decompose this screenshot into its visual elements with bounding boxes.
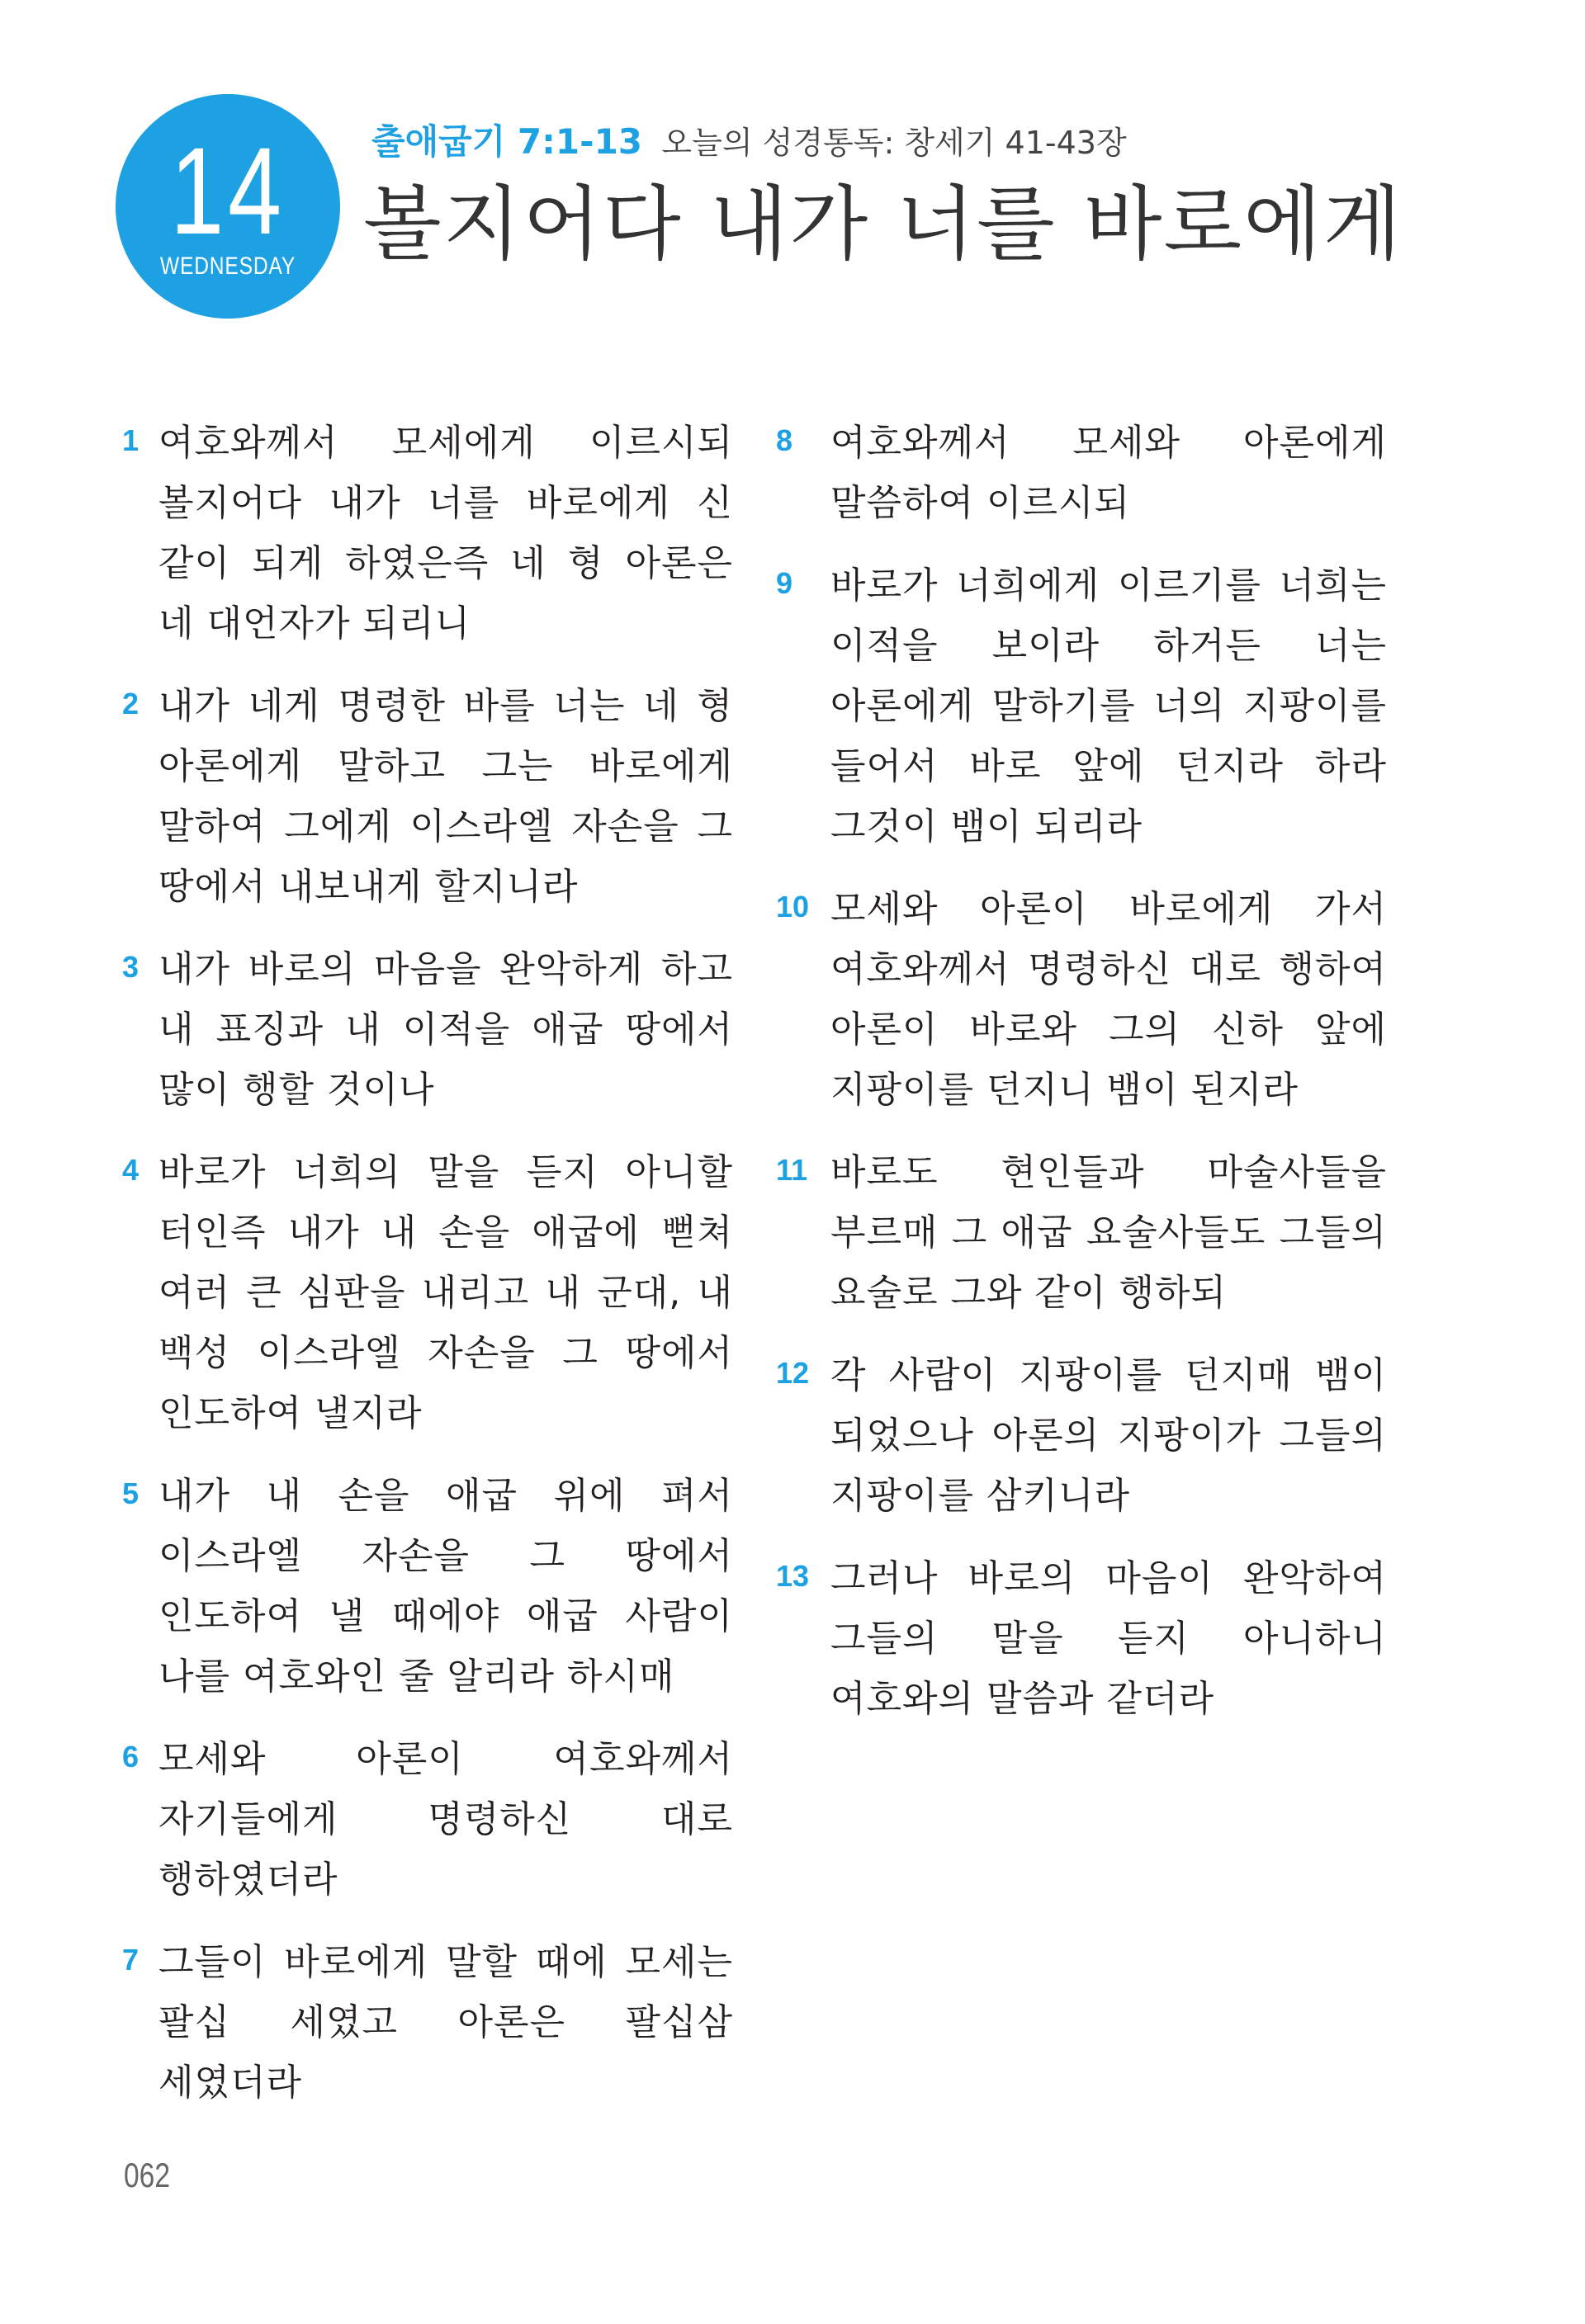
page-number: 062	[124, 2156, 171, 2194]
verse	[776, 413, 1387, 533]
verse-text: 내가 내 손을 애굽 위에 펴서 이스라엘 자손을 그 땅에서 인도하여 낼 때에야 애굽 사람이 나를 여호와인 줄 알리라 하시매	[158, 1475, 733, 1698]
page-title: 볼지어다 내가 너를 바로에게	[363, 177, 1403, 272]
verse-text: 바로도 현인들과 마술사들을 부르매 그 애굽 요술사들도 그들의 요술로 그와 같이 행하되	[830, 1151, 1387, 1314]
day-badge	[116, 94, 340, 319]
verse-number: 1	[122, 423, 140, 457]
verses-right-column	[776, 413, 1387, 1751]
verse-number: 8	[776, 423, 793, 457]
verse-text: 내가 바로의 마음을 완악하게 하고 내 표징과 내 이적을 애굽 땅에서 많이 행할 것이나	[158, 948, 733, 1111]
verse	[776, 879, 1387, 1120]
verse-number: 5	[122, 1476, 140, 1510]
verse-number: 4	[122, 1153, 140, 1187]
verse	[122, 413, 733, 654]
daily-reading: 오늘의 성경통독: 창세기 41-43장	[661, 125, 1127, 161]
verse-text: 바로가 너희의 말을 듣지 아니할 터인즉 내가 내 손을 애굽에 뻗쳐 여러 큰 심판을 내리고 내 군대, 내 백성 이스라엘 자손을 그 땅에서 인도하여 낼지라	[158, 1151, 733, 1434]
verse	[776, 1142, 1387, 1323]
verse-number: 2	[122, 687, 140, 720]
reference-line	[371, 120, 1127, 164]
verse-text: 각 사람이 지팡이를 던지매 뱀이 되었으나 아론의 지팡이가 그들의 지팡이를 삼키니라	[830, 1354, 1387, 1517]
verse	[776, 1548, 1387, 1729]
verse	[122, 676, 733, 917]
verse-number: 12	[776, 1356, 810, 1390]
verse-number: 6	[122, 1740, 140, 1774]
verse	[122, 1466, 733, 1707]
verse-number: 7	[122, 1943, 140, 1977]
verse	[122, 1142, 733, 1443]
scripture-reference: 출애굽기 7:1-13	[371, 121, 643, 162]
day-number: 14	[170, 121, 286, 260]
verse-text: 여호와께서 모세에게 이르시되 볼지어다 내가 너를 바로에게 신 같이 되게 하였은즉 네 형 아론은 네 대언자가 되리니	[158, 422, 733, 645]
verse	[122, 1932, 733, 2113]
verse-text: 그러나 바로의 마음이 완악하여 그들의 말을 듣지 아니하니 여호와의 말씀과 같더라	[830, 1557, 1387, 1720]
verse-text: 내가 네게 명령한 바를 너는 네 형 아론에게 말하고 그는 바로에게 말하여 그에게 이스라엘 자손을 그 땅에서 내보내게 할지니라	[158, 685, 733, 908]
verse	[776, 555, 1387, 857]
verse-text: 모세와 아론이 바로에게 가서 여호와께서 명령하신 대로 행하여 아론이 바로와 그의 신하 앞에 지팡이를 던지니 뱀이 된지라	[830, 888, 1387, 1111]
verse-number: 13	[776, 1559, 810, 1593]
day-name: WEDNESDAY	[159, 253, 296, 280]
verse-text: 바로가 너희에게 이르기를 너희는 이적을 보이라 하거든 너는 아론에게 말하기를 너의 지팡이를 들어서 바로 앞에 던지라 하라 그것이 뱀이 되리라	[830, 564, 1387, 848]
verse-text: 여호와께서 모세와 아론에게 말씀하여 이르시되	[830, 422, 1387, 524]
verse-number: 11	[776, 1153, 808, 1187]
verse-text: 그들이 바로에게 말할 때에 모세는 팔십 세였고 아론은 팔십삼 세였더라	[158, 1941, 733, 2104]
verse-number: 3	[122, 950, 140, 984]
verse-number: 9	[776, 566, 793, 600]
verse	[122, 939, 733, 1120]
verse-number: 10	[776, 890, 810, 923]
verse	[122, 1729, 733, 1910]
verse	[776, 1345, 1387, 1526]
verses-left-column	[122, 413, 733, 2135]
verse-text: 모세와 아론이 여호와께서 자기들에게 명령하신 대로 행하였더라	[158, 1738, 733, 1901]
